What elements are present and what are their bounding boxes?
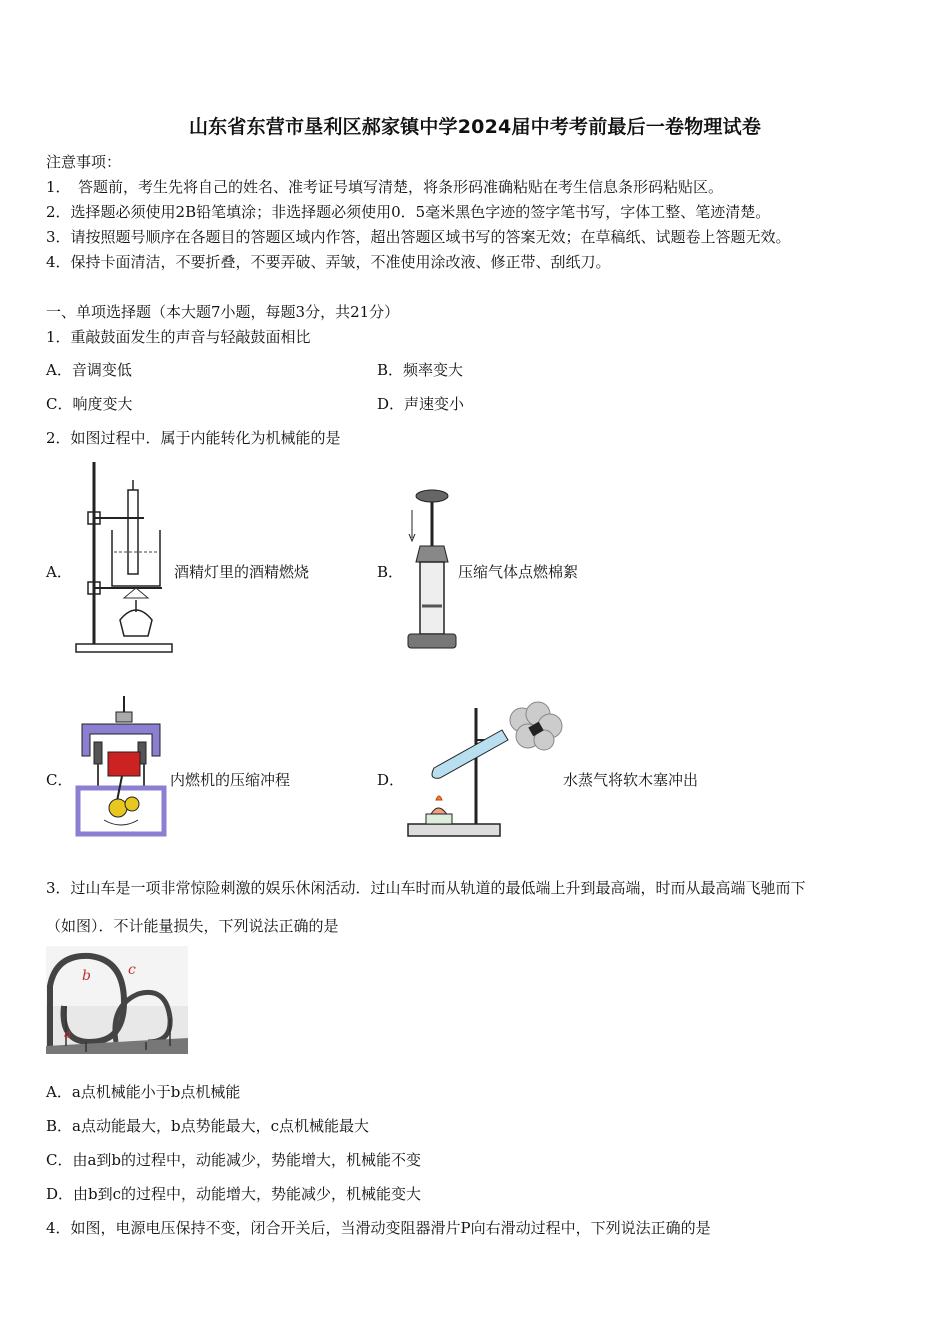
q1-option-a: A．音调变低 — [46, 361, 132, 379]
q3-option-d: D．由b到c的过程中，动能增大，势能减少，机械能变大 — [46, 1185, 422, 1203]
q1-stem: 1．重敲鼓面发生的声音与轻敲鼓面相比 — [46, 328, 311, 346]
q3-option-c: C．由a到b的过程中，动能减少，势能增大，机械能不变 — [46, 1151, 422, 1169]
roller-coaster-figure — [46, 946, 188, 1054]
q2-option-a-letter: A． — [46, 563, 72, 581]
engine-compression-figure — [74, 694, 168, 840]
q1-option-b: B．频率变大 — [377, 361, 464, 379]
q2-option-a-text: 酒精灯里的酒精燃烧 — [174, 563, 310, 581]
q2-option-b-text: 压缩气体点燃棉絮 — [458, 563, 579, 581]
notice-item-4: 4．保持卡面清洁，不要折叠，不要弄破、弄皱，不准使用涂改液、修正带、刮纸刀。 — [46, 253, 611, 271]
q2-option-c-text: 内燃机的压缩冲程 — [170, 771, 291, 789]
q4-stem: 4．如图，电源电压保持不变，闭合开关后，当滑动变阻器滑片P向右滑动过程中，下列说法正确的是 — [46, 1219, 711, 1237]
q3-option-b: B．a点动能最大，b点势能最大，c点机械能最大 — [46, 1117, 369, 1135]
q3-option-a: A．a点机械能小于b点机械能 — [46, 1083, 241, 1101]
q2-option-b-letter: B． — [377, 563, 404, 581]
q2-option-c-letter: C． — [46, 771, 73, 789]
q1-option-d: D．声速变小 — [377, 395, 465, 413]
q2-option-d-text: 水蒸气将软木塞冲出 — [563, 771, 699, 789]
label-c: c — [128, 962, 136, 978]
q2-option-d-letter: D． — [377, 771, 405, 789]
notice-item-1: 1． 答题前，考生先将自己的姓名、准考证号填写清楚，将条形码准确粘贴在考生信息条形码粘贴区。 — [46, 178, 724, 196]
label-a: a — [64, 1027, 72, 1041]
steam-cork-figure — [404, 700, 564, 842]
label-b: b — [82, 968, 91, 984]
notice-item-2: 2．选择题必须使用2B铅笔填涂；非选择题必须使用0．5毫米黑色字迹的签字笔书写，字体工整、笔迹清楚。 — [46, 203, 771, 221]
q3-stem-line1: 3．过山车是一项非常惊险刺激的娱乐休闲活动．过山车时而从轨道的最低端上升到最高端，时而从最高端飞驰而下 — [46, 879, 806, 897]
alcohol-lamp-figure — [74, 460, 174, 656]
section-heading: 一、单项选择题（本大题7小题，每题3分，共21分） — [46, 303, 400, 321]
q3-stem-line2: （如图）．不计能量损失，下列说法正确的是 — [46, 917, 339, 935]
notice-heading: 注意事项： — [46, 153, 122, 171]
q2-stem: 2．如图过程中．属于内能转化为机械能的是 — [46, 429, 341, 447]
notice-item-3: 3．请按照题号顺序在各题目的答题区域内作答，超出答题区域书写的答案无效；在草稿纸、试题卷上答题无效。 — [46, 228, 791, 246]
air-pump-figure — [404, 486, 458, 654]
q1-option-c: C．响度变大 — [46, 395, 133, 413]
page-title: 山东省东营市垦利区郝家镇中学2024届中考考前最后一卷物理试卷 — [188, 116, 762, 138]
